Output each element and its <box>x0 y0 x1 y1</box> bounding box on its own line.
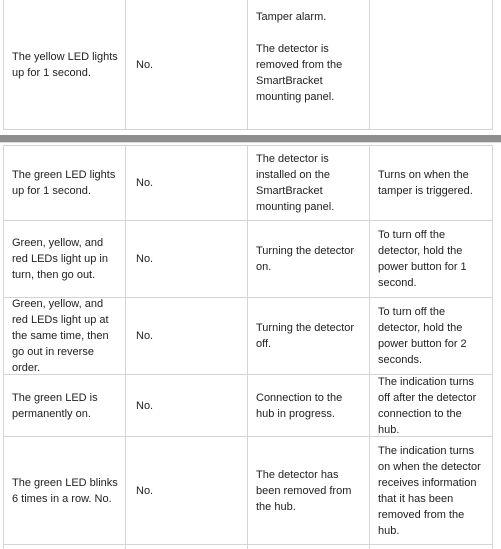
note-cell: To turn off the detector, hold the power button for 1 second. <box>378 229 467 289</box>
table-row <box>0 437 501 544</box>
column-border <box>3 0 4 130</box>
event-cell: The detector is installed on the SmartBracket mounting panel. <box>256 152 335 213</box>
row-border <box>3 544 493 545</box>
indication-cell: The yellow LED lights up for 1 second. <box>12 50 118 79</box>
event-cell: Connection to the hub in progress. <box>256 391 343 420</box>
note-cell: Turns on when the tamper is triggered. <box>378 168 473 197</box>
column-border <box>369 0 370 130</box>
event-cell: Turning the detector off. <box>256 322 355 350</box>
table-row <box>0 0 501 129</box>
indication-cell: The green LED is permanently on. <box>12 391 98 420</box>
column-border <box>369 145 370 549</box>
table-row <box>0 298 501 374</box>
row-border <box>3 297 493 298</box>
row-border <box>3 220 493 221</box>
note-cell: The indication turns off after the detector connection to the hub. <box>378 375 477 436</box>
sound-cell: No. <box>136 253 154 265</box>
table-row <box>0 375 501 436</box>
event-cell: The detector has been removed from the hub. <box>256 468 352 513</box>
column-border <box>247 145 248 549</box>
event-cell: Tamper alarm. The detector is removed from the SmartBracket mounting panel. <box>256 11 343 103</box>
column-border <box>125 145 126 549</box>
page-break-divider <box>0 135 501 142</box>
sound-cell: No. <box>136 58 154 71</box>
indication-cell: Green, yellow, and red LEDs light up at the same time, then go out in reverse order. <box>12 298 109 374</box>
divider-highlight <box>0 142 501 143</box>
indication-cell: The green LED blinks 6 times in a row. No. <box>12 476 118 505</box>
sound-cell: No. <box>136 176 154 189</box>
column-border <box>492 145 493 549</box>
row-border <box>3 436 493 437</box>
row-border <box>3 129 493 130</box>
column-border <box>3 145 4 549</box>
note-cell: The indication turns on when the detector receives information that it has been removed from the hub. <box>378 444 481 537</box>
table-row <box>0 145 501 220</box>
note-cell: To turn off the detector, hold the power button for 2 seconds. <box>378 306 467 366</box>
table-row <box>0 221 501 297</box>
sound-cell: No. <box>136 330 154 342</box>
indication-cell: The green LED lights up for 1 second. <box>12 168 116 197</box>
row-border <box>3 374 493 375</box>
row-border <box>3 145 493 146</box>
column-border <box>247 0 248 130</box>
indication-cell: Green, yellow, and red LEDs light up in turn, then go out. <box>12 237 108 281</box>
event-cell: Turning the detector on. <box>256 245 355 273</box>
column-border <box>125 0 126 130</box>
column-border <box>492 0 493 130</box>
sound-cell: No. <box>136 484 154 497</box>
note-cell <box>370 0 492 129</box>
sound-cell: No. <box>136 399 154 412</box>
